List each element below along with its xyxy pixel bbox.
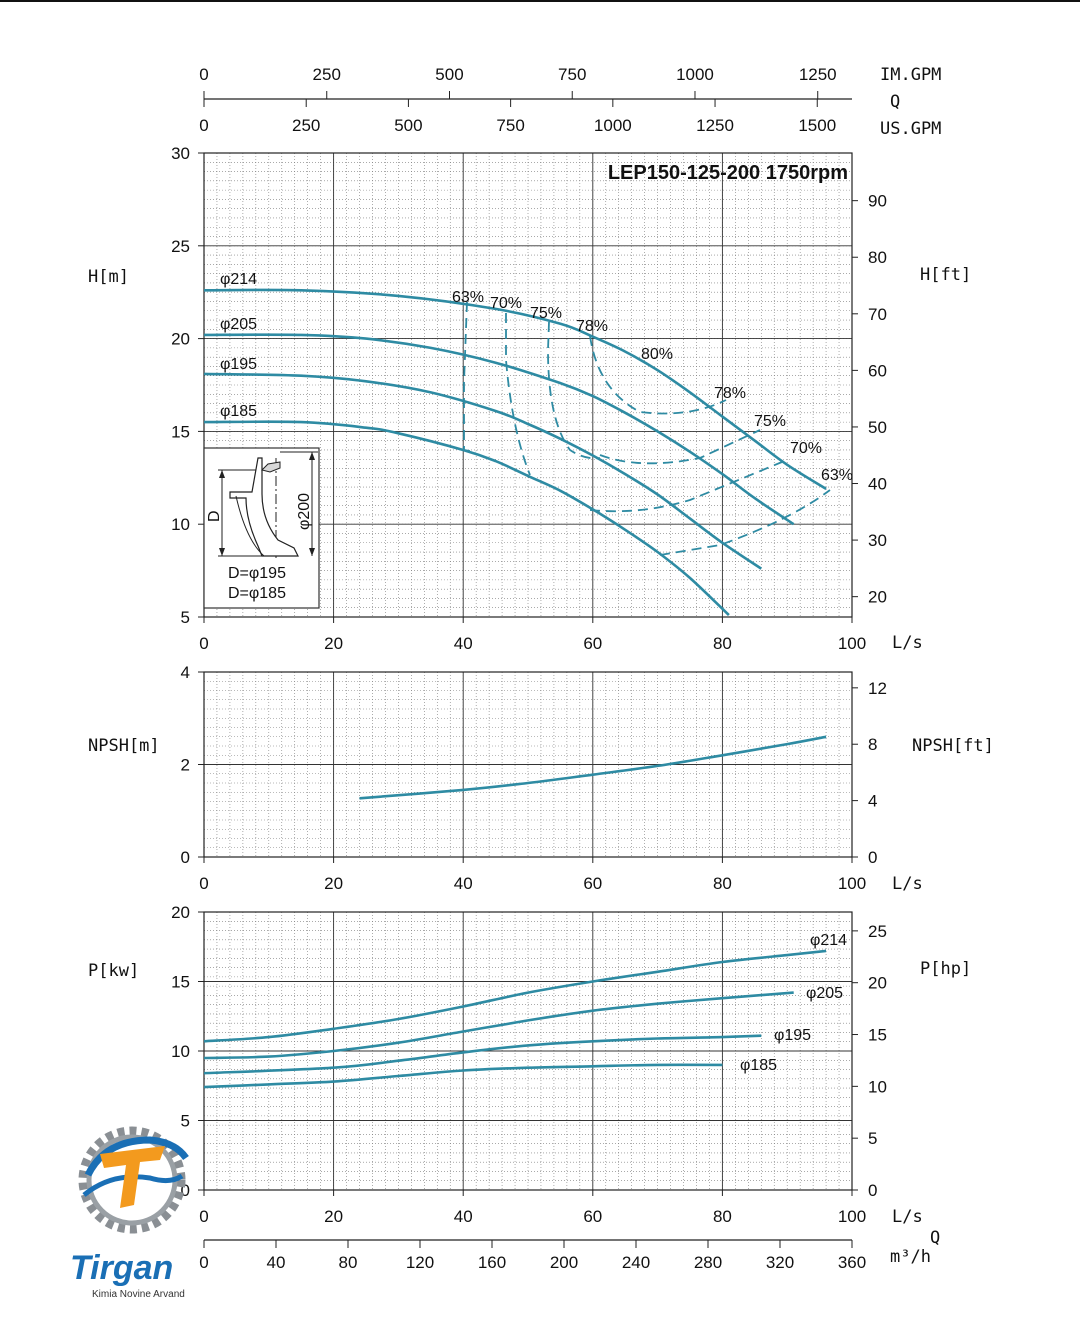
m3h-tick: 360 (837, 1253, 867, 1272)
x-tick-label: 60 (583, 634, 603, 653)
efficiency-contour (506, 313, 530, 475)
power-grid (204, 912, 852, 1190)
y-right-tick-label: 30 (868, 531, 887, 551)
efficiency-label: 75% (754, 413, 787, 430)
im-gpm-tick: 250 (312, 65, 341, 84)
us-gpm-tick: 1500 (798, 116, 837, 135)
npsh-left-label: NPSH[m] (88, 736, 160, 756)
x-tick-label: 0 (199, 874, 209, 893)
y-right-tick-label: 12 (868, 678, 887, 698)
series-label: φ185 (740, 1057, 778, 1074)
im-gpm-tick: 0 (199, 65, 209, 84)
us-gpm-tick: 750 (496, 116, 525, 135)
x-tick-label: 60 (583, 874, 603, 893)
x-tick-label: 40 (453, 1207, 473, 1226)
m3h-unit: m³/h (890, 1247, 931, 1267)
m3h-tick: 120 (405, 1253, 435, 1272)
m3h-axis (199, 1240, 866, 1272)
y-right-tick-label: 60 (868, 361, 887, 381)
series-label: φ185 (220, 403, 258, 420)
logo-subtitle: Kimia Novine Arvand (92, 1289, 185, 1300)
y-right-tick-label: 20 (868, 973, 887, 993)
y-tick-label: 0 (180, 1181, 190, 1200)
m3h-tick: 160 (477, 1253, 507, 1272)
y-tick-label: 5 (180, 608, 190, 627)
power-left-label: P[kw] (88, 961, 140, 981)
y-right-tick-label: 8 (868, 735, 878, 755)
efficiency-label: 63% (452, 289, 485, 306)
x-tick-label: 40 (453, 874, 473, 893)
x-tick-label: 20 (324, 1207, 344, 1226)
y-tick-label: 5 (180, 1111, 190, 1131)
y-tick-label: 10 (171, 1042, 190, 1061)
x-tick-label: 100 (837, 634, 867, 653)
y-tick-label: 0 (180, 848, 190, 867)
m3h-tick: 200 (549, 1253, 579, 1272)
y-right-tick-label: 25 (868, 921, 887, 941)
tirgan-logo (70, 1131, 186, 1300)
im-gpm-tick: 1000 (676, 65, 714, 84)
inset-d-label: D (206, 510, 223, 522)
im-gpm-tick: 750 (558, 65, 587, 84)
head-x-unit: L/s (892, 633, 923, 653)
y-right-tick-label: 10 (868, 1077, 887, 1097)
y-right-tick-label: 90 (868, 191, 887, 211)
im-gpm-tick: 1250 (798, 65, 837, 84)
y-right-tick-label: 70 (868, 304, 887, 324)
y-tick-label: 4 (180, 663, 190, 682)
m3h-tick: 80 (338, 1253, 358, 1272)
efficiency-contour (464, 302, 476, 452)
head-left-label: H[m] (88, 267, 129, 287)
head-right-label: H[ft] (920, 265, 972, 285)
x-tick-label: 0 (199, 1207, 209, 1226)
series-label: φ205 (806, 985, 844, 1002)
y-right-tick-label: 50 (868, 417, 887, 437)
im-gpm-label: IM.GPM (880, 65, 942, 85)
y-right-tick-label: 0 (868, 848, 878, 867)
logo-name: Tirgan (70, 1249, 174, 1287)
m3h-tick: 280 (693, 1253, 723, 1272)
y-right-tick-label: 40 (868, 474, 887, 494)
efficiency-label: 78% (714, 385, 747, 402)
inset-line-2: D=φ185 (228, 585, 286, 602)
x-tick-label: 20 (324, 634, 344, 653)
series-label: φ214 (810, 932, 848, 949)
us-gpm-tick: 1250 (696, 116, 734, 135)
y-tick-label: 20 (171, 903, 190, 922)
us-gpm-tick: 500 (394, 116, 423, 135)
m3h-tick: 240 (621, 1253, 651, 1272)
npsh-grid (204, 672, 852, 857)
npsh-axes (181, 663, 887, 893)
y-tick-label: 10 (171, 515, 190, 535)
npsh-panel (88, 663, 994, 894)
power-right-label: P[hp] (920, 959, 972, 979)
x-tick-label: 0 (199, 634, 209, 653)
series-label: φ195 (220, 356, 258, 373)
q-label-bottom: Q (930, 1228, 941, 1248)
power-curves (204, 932, 847, 1087)
inset-outer-dia: φ200 (296, 492, 313, 530)
m3h-tick: 320 (765, 1253, 795, 1272)
head-panel (88, 144, 971, 653)
us-gpm-tick: 1000 (593, 116, 632, 135)
y-right-tick-label: 20 (868, 587, 887, 607)
efficiency-label: 80% (641, 346, 674, 363)
y-tick-label: 30 (171, 144, 190, 163)
y-right-tick-label: 5 (868, 1129, 878, 1149)
npsh-right-label: NPSH[ft] (912, 736, 994, 756)
power-x-unit: L/s (892, 1207, 923, 1227)
x-tick-label: 100 (837, 874, 867, 893)
x-tick-label: 80 (712, 634, 732, 653)
y-tick-label: 2 (180, 755, 190, 775)
y-tick-label: 15 (171, 972, 190, 992)
us-gpm-tick: 250 (292, 116, 321, 135)
series-label: φ195 (774, 1027, 812, 1044)
efficiency-label: 78% (576, 318, 609, 335)
efficiency-label: 70% (790, 440, 823, 457)
efficiency-label: 75% (530, 305, 563, 322)
x-tick-label: 40 (453, 634, 473, 653)
power-panel (88, 903, 971, 1272)
q-label-top: Q (890, 92, 901, 112)
impeller-inset (204, 448, 319, 608)
y-tick-label: 15 (171, 422, 190, 442)
us-gpm-label: US.GPM (880, 119, 942, 139)
y-right-tick-label: 0 (868, 1181, 878, 1200)
x-tick-label: 20 (324, 874, 344, 893)
npsh-x-unit: L/s (892, 874, 923, 894)
efficiency-label: 63% (821, 467, 854, 484)
im-gpm-tick: 500 (435, 65, 464, 84)
top-gpm-axes (199, 65, 941, 139)
us-gpm-tick: 0 (199, 116, 209, 135)
y-right-tick-label: 4 (868, 791, 878, 811)
efficiency-label: 70% (490, 295, 523, 312)
x-tick-label: 80 (712, 874, 732, 893)
efficiency-contour (660, 490, 830, 555)
y-right-tick-label: 80 (868, 248, 887, 268)
x-tick-label: 80 (712, 1207, 732, 1226)
x-tick-label: 100 (837, 1207, 867, 1226)
x-tick-label: 60 (583, 1207, 603, 1226)
m3h-tick: 0 (199, 1253, 209, 1272)
m3h-tick: 40 (266, 1253, 286, 1272)
y-tick-label: 25 (171, 236, 190, 256)
y-tick-label: 20 (171, 329, 190, 349)
series-label: φ205 (220, 316, 258, 333)
series-label: φ214 (220, 271, 258, 288)
y-right-tick-label: 15 (868, 1025, 887, 1045)
inset-line-1: D=φ195 (228, 565, 286, 582)
chart-title: LEP150-125-200 1750rpm (607, 162, 848, 184)
power-axes (171, 903, 887, 1226)
